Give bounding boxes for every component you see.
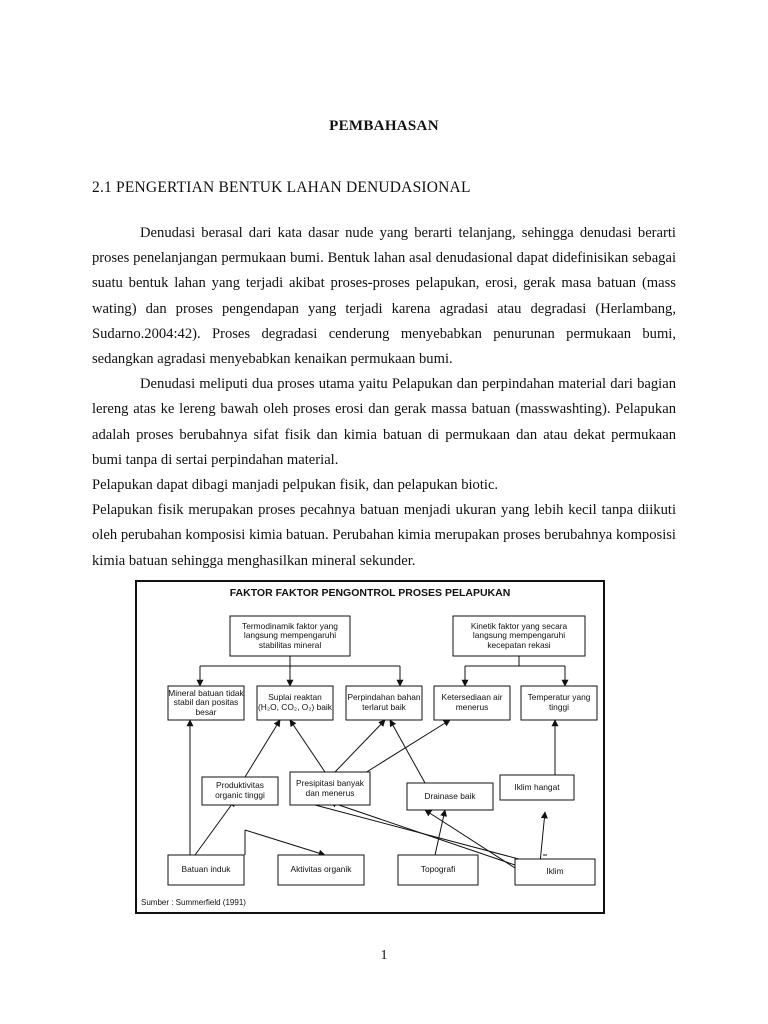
box-batuan-induk: Batuan induk <box>181 864 231 875</box>
body-text <box>92 221 676 574</box>
box-topografi: Topografi <box>420 864 456 875</box>
box-iklim-hangat: Iklim hangat <box>514 781 560 792</box>
box-suplai: Suplai reaktan (H₂O, CO₂, O₂) baik <box>258 692 332 712</box>
box-mineral: Mineral batuan tidak stabil dan positas besar <box>168 687 244 717</box>
paragraph-4: Pelapukan fisik merupakan proses pecahnya batuan menjadi ukuran yang lebih kecil tanpa diikuti oleh perubahan komposisi kimia batuan. Perubahan kimia merupakan proses berubahnya komposisi kimia batuan sehingga menghasilkan mineral sekunder. <box>92 502 676 569</box>
diagram-title: FAKTOR FAKTOR PENGONTROL PROSES PELAPUKAN <box>229 587 511 599</box>
page-number: 1 <box>380 948 388 963</box>
page-title: PEMBAHASAN <box>329 118 439 134</box>
box-termodinamik: Termodinamik faktor yang langsung mempengaruhi stabilitas mineral <box>242 620 338 650</box>
box-iklim: Iklim <box>546 866 564 877</box>
box-perpindahan: Perpindahan bahan terlarut baik <box>347 692 421 712</box>
box-drainase: Drainase baik <box>424 790 476 801</box>
box-kinetik: Kinetik faktor yang secara langsung mempengaruhi kecepatan rekasi <box>470 620 568 650</box>
paragraph-1: Denudasi berasal dari kata dasar nude yang berarti telanjang, sehingga denudasi berarti proses penelanjangan permukaan bumi. Bentuk lahan asal denudasional dapat didefinisikan sebagai suatu bentuk lahan yang terjadi akibat proses-proses pelapukan, erosi, gerak masa batuan (mass wating) dan proses pengendapan yang terjadi karena agradasi atau degradasi (Herlambang, Sudarno.2004:42). Proses degradasi cenderung menyebabkan penurunan permukaan bumi, sedangkan agradasi menyebabkan kenaikan permukaan bumi. <box>92 225 676 368</box>
box-aktivitas: Aktivitas organik <box>290 864 352 875</box>
box-ketersediaan: Ketersediaan air menerus <box>441 692 503 712</box>
weathering-factors-diagram <box>135 580 605 914</box>
box-produktivitas: Produktivitas organic tinggi <box>215 780 265 800</box>
box-presipitasi: Presipitasi banyak dan menerus <box>296 777 364 798</box>
box-temperatur: Temperatur yang tinggi <box>527 692 591 712</box>
paragraph-2: Denudasi meliputi dua proses utama yaitu Pelapukan dan perpindahan material dari bagian lereng atas ke lereng bawah oleh proses erosi dan gerak massa batuan (masswashting). Pelapukan adalah proses berubahnya sifat fisik dan kimia batuan di permukaan dan atau dekat permukaan bumi tanpa di sertai perpindahan material. <box>92 376 676 468</box>
paragraph-3: Pelapukan dapat dibagi manjadi pelpukan fisik, dan pelapukan biotic. <box>92 477 499 494</box>
section-heading: 2.1 PENGERTIAN BENTUK LAHAN DENUDASIONAL <box>92 179 471 196</box>
diagram-source: Sumber : Summerfield (1991) <box>141 898 246 907</box>
